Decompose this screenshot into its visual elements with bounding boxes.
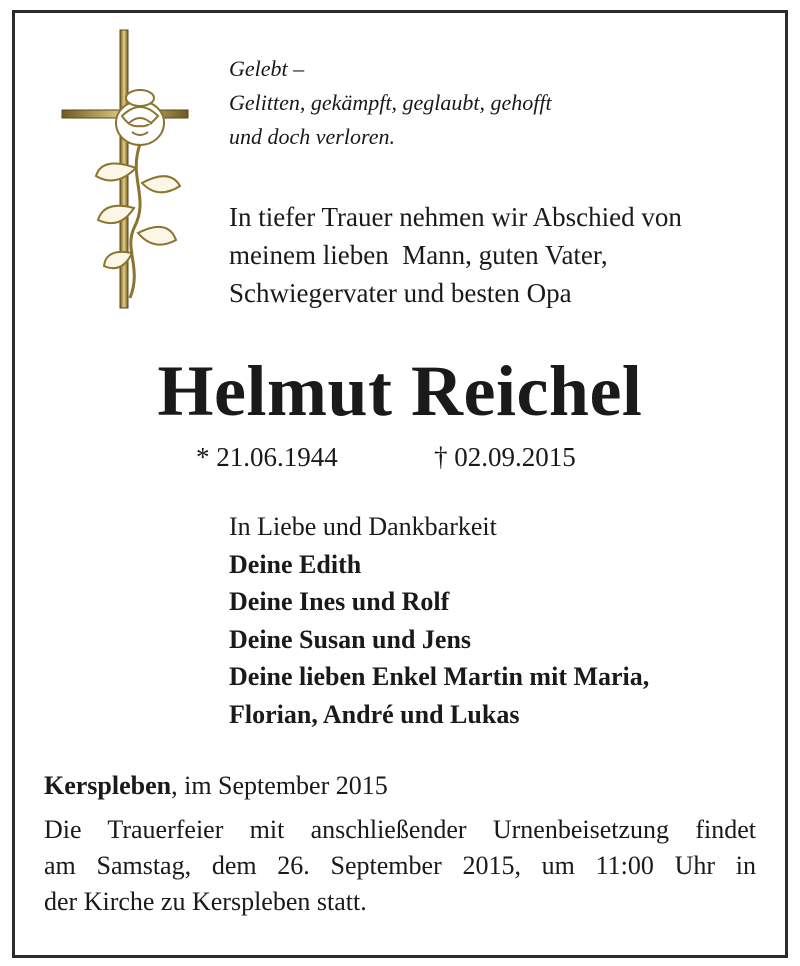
intro-line: Schwiegervater und besten Opa [229,278,572,308]
intro-line: meinem lieben Mann, guten Vater, [229,240,608,270]
funeral-line: Die Trauerfeier mit anschließender Urnenbeisetzung findet [44,815,756,844]
poem-line: Gelitten, gekämpft, geglaubt, gehofft [229,90,552,115]
mourner-line: Deine Susan und Jens [229,624,472,654]
cross-with-rose-icon [58,28,198,318]
funeral-line: der Kirche zu Kerspleben statt. [44,887,367,916]
poem-line: und doch verloren. [229,124,395,149]
mourners-intro: In Liebe und Dankbarkeit [229,512,497,541]
birth-date: * 21.06.1944 [196,442,338,472]
deceased-name: Helmut Reichel [157,351,643,431]
mourners-list [229,508,649,733]
mourner-line: Deine lieben Enkel Martin mit Maria, [229,662,650,691]
mourner-line: Deine Ines und Rolf [229,587,450,616]
place-date-rest: , im September 2015 [171,771,388,800]
funeral-line: am Samstag, dem 26. September 2015, um 11:00 Uhr in [44,851,756,880]
poem-line: Gelebt – [229,56,305,81]
mourner-line: Florian, André und Lukas [229,699,520,729]
place-town: Kerspleben [44,771,172,800]
death-date: † 02.09.2015 [434,442,576,472]
funeral-info [44,812,756,920]
place-date [44,768,388,804]
poem [229,52,552,154]
mourner-line: Deine Edith [229,549,362,579]
mourning-intro [229,198,682,312]
intro-line: In tiefer Trauer nehmen wir Abschied von [229,202,682,232]
